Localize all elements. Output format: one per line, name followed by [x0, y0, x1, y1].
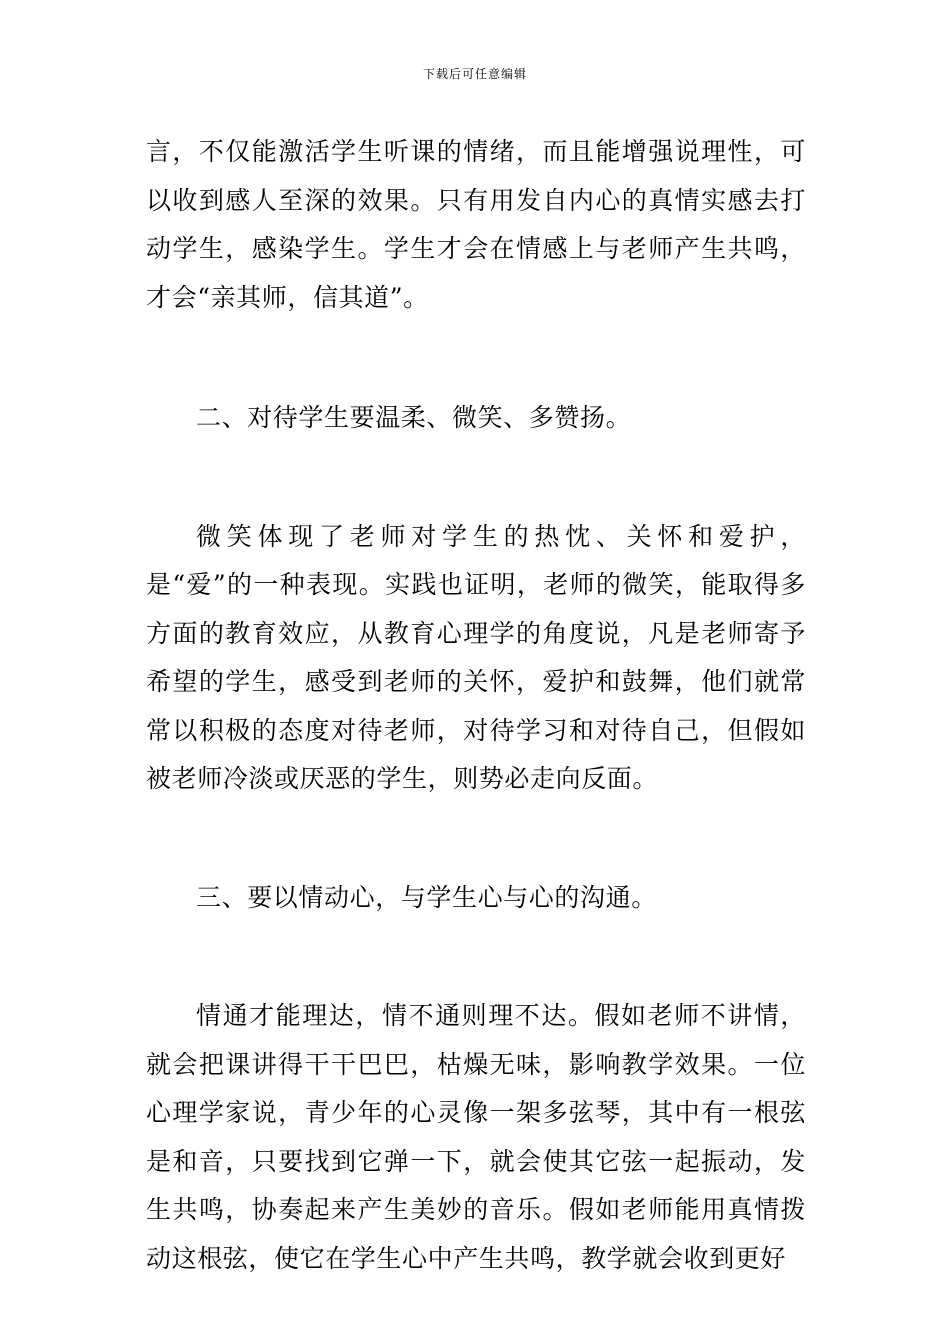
spacer — [146, 922, 806, 992]
section-heading-two: 二、对待学生要温柔、微笑、多赞扬。 — [196, 403, 632, 432]
page-header: 下载后可任意编辑 — [422, 67, 527, 81]
paragraph-continuation: 言，不仅能激活学生听课的情绪，而且能增强说理性，可以收到感人至深的效果。只有用发自内心的真情实感去打动学生，感染学生。学生才会在情感上与老师产生共鸣，才会“亲其师，信其道”。 — [146, 137, 806, 312]
spacer — [146, 443, 806, 513]
spacer — [146, 322, 806, 394]
spacer — [146, 804, 806, 874]
section-heading-three: 三、要以情动心，与学生心与心的沟通。 — [196, 882, 657, 912]
paragraph-emotion: 情通才能理达，情不通则理不达。假如老师不讲情，就会把课讲得干干巴巴，枯燥无味，影响教学效果。一位心理学家说，青少年的心灵像一架多弦琴，其中有一根弦是和音，只要找到它弹一下，就会使其它弦一起振动，发生共鸣，协奏起来产生美妙的音乐。假如老师能用真情拨动这根弦，使它在学生心中产生共鸣，教学就会收到更好 — [146, 1001, 806, 1273]
document-body — [146, 128, 806, 1283]
paragraph-smile: 微笑体现了老师对学生的热忱、关怀和爱护，是“爱”的一种表现。实践也证明，老师的微笑，能取得多方面的教育效应，从教育心理学的角度说，凡是老师寄予希望的学生，感受到老师的关怀，爱护和鼓舞，他们就常常以积极的态度对待老师，对待学习和对待自己，但假如被老师冷淡或厌恶的学生，则势必走向反面。 — [146, 521, 806, 793]
